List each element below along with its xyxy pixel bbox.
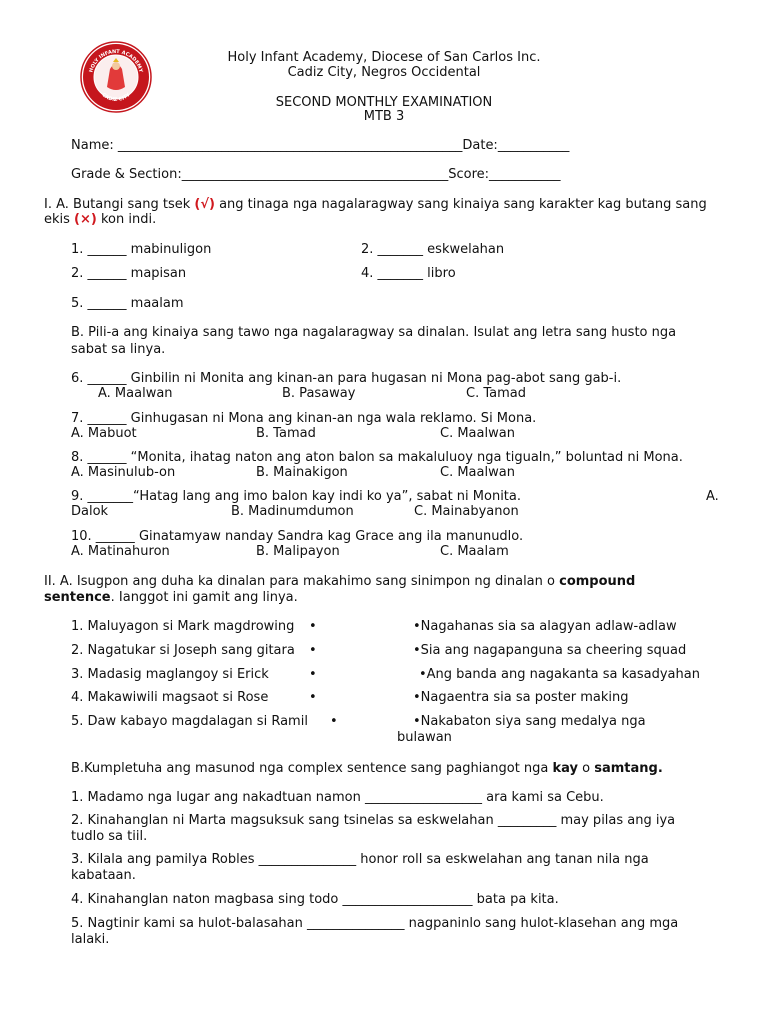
match-left-3: 3. Madasig maglangoy si Erick xyxy=(71,667,269,682)
q9-choice-a-word: Dalok xyxy=(71,504,109,519)
match-left-2: 2. Nagatukar si Joseph sang gitara xyxy=(71,643,295,658)
match-right-5: •Nakabaton siya sang medalya nga xyxy=(413,714,646,729)
question-9: 9. _______“Hatag lang ang imo balon kay indi ko ya”, sabat ni Monita. xyxy=(71,489,522,504)
svg-text:CADIZ CITY: CADIZ CITY xyxy=(100,92,132,104)
match-left-bullet-5: • xyxy=(330,714,338,729)
part1a-instruction-line2: ekis (×) kon indi. xyxy=(44,212,157,227)
match-left-bullet-2: • xyxy=(309,643,317,658)
match-right-4: •Nagaentra sia sa poster making xyxy=(413,690,629,705)
q6-choice-a: A. Maalwan xyxy=(98,386,173,401)
match-right-5-cont: bulawan xyxy=(397,730,452,745)
q10-choice-a: A. Matinahuron xyxy=(71,544,170,559)
exam-subject: MTB 3 xyxy=(363,109,405,124)
q9-choice-b: B. Madinumdumon xyxy=(231,504,354,519)
question-6: 6. ______ Ginbilin ni Monita ang kinan-an para hugasan ni Mona pag-abot sang gab-i. xyxy=(71,371,622,386)
part1a-item-4: 4. _______ libro xyxy=(361,266,456,281)
part2b-item-3-line2: kabataan. xyxy=(71,868,136,883)
part1a-instruction-line1: I. A. Butangi sang tsek (√) ang tinaga nga nagalaragway sang kinaiya sang karakter kag butang sang xyxy=(44,197,707,212)
q9-choice-a-letter: A. xyxy=(706,489,719,504)
grade-score-line: Grade & Section:_________________________________________Score:___________ xyxy=(71,167,561,182)
part2b-instruction: B.Kumpletuha ang masunod nga complex sentence sang paghiangot nga kay o samtang. xyxy=(71,761,663,776)
q8-choice-a: A. Masinulub-on xyxy=(71,465,176,480)
match-left-bullet-4: • xyxy=(309,690,317,705)
part2b-item-5-line1: 5. Nagtinir kami sa hulot-balasahan _______________ nagpaninlo sang hulot-klasehan ang mga xyxy=(71,916,679,931)
match-left-5: 5. Daw kabayo magdalagan si Ramil xyxy=(71,714,308,729)
match-left-bullet-1: • xyxy=(309,619,317,634)
q8-choice-c: C. Maalwan xyxy=(440,465,515,480)
question-10: 10. ______ Ginatamyaw nanday Sandra kag Grace ang ila manunudlo. xyxy=(71,529,524,544)
exam-title: SECOND MONTHLY EXAMINATION xyxy=(275,95,493,110)
part2a-instruction-line1: II. A. Isugpon ang duha ka dinalan para makahimo sang sinimpon ng dinalan o compound xyxy=(44,574,636,589)
match-right-1: •Nagahanas sia sa alagyan adlaw-adlaw xyxy=(413,619,677,634)
school-location: Cadiz City, Negros Occidental xyxy=(287,65,481,80)
check-mark-symbol: (√) xyxy=(194,197,215,212)
q6-choice-b: B. Pasaway xyxy=(282,386,356,401)
part1a-item-3: 2. ______ mapisan xyxy=(71,266,187,281)
question-7: 7. ______ Ginhugasan ni Mona ang kinan-an nga wala reklamo. Si Mona. xyxy=(71,411,537,426)
q10-choice-b: B. Malipayon xyxy=(256,544,340,559)
school-name: Holy Infant Academy, Diocese of San Carlos Inc. xyxy=(227,50,541,65)
part1b-instruction-line1: B. Pili-a ang kinaiya sang tawo nga nagalaragway sa dinalan. Isulat ang letra sang husto nga xyxy=(71,325,677,340)
part2b-item-4: 4. Kinahanglan naton magbasa sing todo ____________________ bata pa kita. xyxy=(71,892,559,907)
match-right-2: •Sia ang nagapanguna sa cheering squad xyxy=(413,643,687,658)
name-date-line: Name: _____________________________________________________Date:___________ xyxy=(71,138,570,153)
match-left-bullet-3: • xyxy=(309,667,317,682)
q10-choice-c: C. Maalam xyxy=(440,544,509,559)
part1a-item-2: 2. _______ eskwelahan xyxy=(361,242,505,257)
svg-text:HOLY INFANT ACADEMY: HOLY INFANT ACADEMY xyxy=(88,48,144,74)
q7-choice-c: C. Maalwan xyxy=(440,426,515,441)
q8-choice-b: B. Mainakigon xyxy=(256,465,348,480)
part2b-item-1: 1. Madamo nga lugar ang nakadtuan namon __________________ ara kami sa Cebu. xyxy=(71,790,604,805)
match-right-3: •Ang banda ang nagakanta sa kasadyahan xyxy=(419,667,700,682)
part2b-item-2-line2: tudlo sa tiil. xyxy=(71,829,148,844)
q7-choice-a: A. Mabuot xyxy=(71,426,137,441)
q9-choice-c: C. Mainabyanon xyxy=(414,504,519,519)
part2a-instruction-line2: sentence. Ianggot ini gamit ang linya. xyxy=(44,590,298,605)
q7-choice-b: B. Tamad xyxy=(256,426,316,441)
part2b-item-3-line1: 3. Kilala ang pamilya Robles _______________ honor roll sa eskwelahan ang tanan nila nga xyxy=(71,852,649,867)
match-left-4: 4. Makawiwili magsaot si Rose xyxy=(71,690,269,705)
part2b-item-5-line2: lalaki. xyxy=(71,932,110,947)
match-left-1: 1. Maluyagon si Mark magdrowing xyxy=(71,619,295,634)
question-8: 8. ______ “Monita, ihatag naton ang aton balon sa makaluluoy nga tigualn,” boluntad ni Mona. xyxy=(71,450,683,465)
part1a-item-5: 5. ______ maalam xyxy=(71,296,184,311)
part1b-instruction-line2: sabat sa linya. xyxy=(71,342,166,357)
x-mark-symbol: (×) xyxy=(74,212,97,227)
part2b-item-2-line1: 2. Kinahanglan ni Marta magsuksuk sang tsinelas sa eskwelahan _________ may pilas ang iya xyxy=(71,813,676,828)
q6-choice-c: C. Tamad xyxy=(466,386,526,401)
part1a-item-1: 1. ______ mabinuligon xyxy=(71,242,212,257)
